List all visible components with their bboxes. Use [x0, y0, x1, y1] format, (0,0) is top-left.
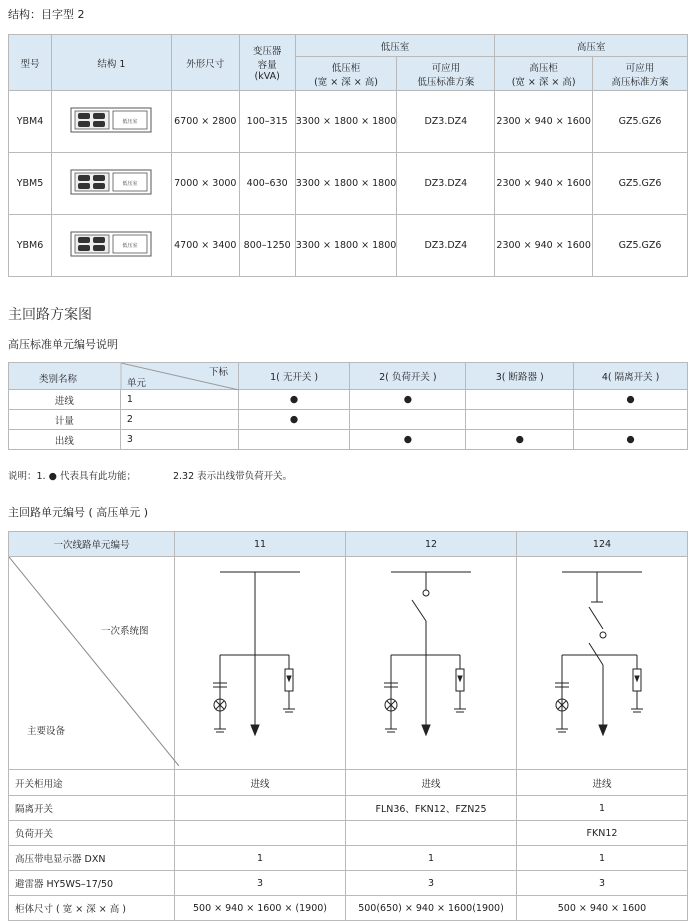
table-row — [9, 410, 688, 430]
system-diagram-12 — [346, 557, 517, 770]
diagram-corner — [9, 557, 175, 770]
low-scheme-cell: DZ3.DZ4 — [397, 91, 495, 153]
circuit-diagram — [175, 557, 345, 766]
size-cell: 4700 × 3400 — [171, 215, 239, 277]
header-low-cabinet-l2: (宽 × 深 × 高) — [314, 76, 378, 88]
category-name: 进线 — [9, 390, 121, 410]
diagram-row — [9, 557, 688, 770]
col-header: 3( 断路器 ) — [466, 363, 574, 390]
structure-title: 结构：目字型 2 — [8, 8, 85, 21]
capacity-cell: 100–315 — [239, 91, 295, 153]
header-low-scheme-l2: 低压标准方案 — [417, 76, 475, 88]
header-transformer-line2: 容量 — [257, 60, 277, 71]
structure-diagram-cell — [51, 153, 171, 215]
equipment-value: 500 × 940 × 1600 — [517, 896, 688, 921]
table-row — [9, 896, 688, 921]
system-diagram-11 — [175, 557, 346, 770]
header-high-scheme-l2: 高压标准方案 — [611, 76, 669, 88]
table-row — [9, 91, 688, 153]
header-low-room: 低压室 — [295, 35, 495, 57]
equipment-name: 隔离开关 — [9, 796, 175, 821]
hv-unit-table — [8, 531, 688, 921]
low-scheme-cell: DZ3.DZ4 — [397, 215, 495, 277]
equipment-value: 进线 — [346, 770, 517, 796]
table-row — [9, 796, 688, 821]
equipment-value: 进线 — [175, 770, 346, 796]
unit-label: 低压室 — [122, 243, 138, 249]
table-row — [9, 215, 688, 277]
mark-cell — [466, 390, 574, 410]
model-cell: YBM6 — [9, 215, 52, 277]
mark-cell: ● — [238, 390, 350, 410]
header-high-room: 高压室 — [495, 35, 688, 57]
note-prefix: 说明：1. — [8, 471, 46, 482]
header-low-scheme-l1: 可应用 — [431, 62, 461, 74]
unit-number: 1 — [120, 390, 238, 410]
mark-cell — [238, 430, 350, 450]
corner-header — [9, 363, 239, 390]
mark-cell: ● — [574, 430, 688, 450]
equipment-value — [175, 796, 346, 821]
model-table — [8, 34, 688, 277]
high-scheme-cell: GZ5.GZ6 — [593, 215, 688, 277]
mark-cell — [466, 410, 574, 430]
low-cabinet-cell: 3300 × 1800 × 1800 — [295, 153, 397, 215]
equipment-value: FLN36、FKN12、FZN25 — [346, 796, 517, 821]
unit-number: 2 — [120, 410, 238, 430]
corner-top-label: 下标 — [209, 367, 229, 378]
unit-layout-diagram — [69, 167, 153, 197]
equipment-value: 3 — [346, 871, 517, 896]
high-cabinet-cell: 2300 × 940 × 1600 — [495, 91, 593, 153]
col-header: 1( 无开关 ) — [238, 363, 350, 390]
capacity-cell: 800–1250 — [239, 215, 295, 277]
high-cabinet-cell: 2300 × 940 × 1600 — [495, 153, 593, 215]
table-row — [9, 153, 688, 215]
unit-layout-diagram — [69, 105, 153, 135]
mark-cell: ● — [574, 390, 688, 410]
header-model: 型号 — [9, 35, 52, 91]
unit-code-header: 一次线路单元编号 — [9, 532, 175, 557]
model-cell: YBM5 — [9, 153, 52, 215]
header-high-cabinet-l2: (宽 × 深 × 高) — [511, 76, 576, 88]
equipment-name: 高压带电显示器 DXN — [9, 846, 175, 871]
header-high-cabinet-l1: 高压柜 — [529, 62, 558, 74]
model-cell: YBM4 — [9, 91, 52, 153]
high-cabinet-cell: 2300 × 940 × 1600 — [495, 215, 593, 277]
equipment-name: 避雷器 HY5WS–17/50 — [9, 871, 175, 896]
mark-cell — [574, 410, 688, 430]
equipment-value: 500 × 940 × 1600 × (1900) — [175, 896, 346, 921]
equipment-value: 3 — [517, 871, 688, 896]
equipment-value — [175, 821, 346, 846]
equipment-value: 1 — [517, 796, 688, 821]
corner-left-label: 类别名称 — [39, 374, 78, 385]
header-high-cabinet — [495, 57, 593, 91]
low-scheme-cell: DZ3.DZ4 — [397, 153, 495, 215]
note-part2: 2.32 表示出线带负荷开关。 — [172, 471, 293, 482]
table-row — [9, 430, 688, 450]
table-row — [9, 821, 688, 846]
mark-cell: ● — [350, 390, 466, 410]
col-header: 4( 隔离开关 ) — [574, 363, 688, 390]
header-low-scheme — [397, 57, 495, 91]
equipment-value: 1 — [175, 846, 346, 871]
header-low-cabinet-l1: 低压柜 — [331, 62, 361, 74]
equipment-value: 1 — [346, 846, 517, 871]
equipment-name: 负荷开关 — [9, 821, 175, 846]
equipment-value: 500(650) × 940 × 1600(1900) — [346, 896, 517, 921]
table-row — [9, 770, 688, 796]
equipment-value: 1 — [517, 846, 688, 871]
mark-cell: ● — [238, 410, 350, 430]
header-transformer-line3: (kVA) — [254, 71, 280, 82]
capacity-cell: 400–630 — [239, 153, 295, 215]
unit-code: 124 — [517, 532, 688, 557]
corner-mid-label: 单元 — [127, 378, 147, 389]
equipment-name: 开关柜用途 — [9, 770, 175, 796]
diagram-label: 一次系统图 — [101, 626, 149, 637]
unit-number: 3 — [120, 430, 238, 450]
category-name: 出线 — [9, 430, 121, 450]
unit-label: 低压室 — [122, 119, 138, 125]
mark-cell — [350, 410, 466, 430]
low-cabinet-cell: 3300 × 1800 × 1800 — [295, 91, 397, 153]
equipment-value: FKN12 — [517, 821, 688, 846]
high-scheme-cell: GZ5.GZ6 — [593, 91, 688, 153]
unit-label: 低压室 — [122, 181, 138, 187]
size-cell: 6700 × 2800 — [171, 91, 239, 153]
equipment-name: 柜体尺寸 ( 宽 × 深 × 高 ) — [9, 896, 175, 921]
col-header: 2( 负荷开关 ) — [350, 363, 466, 390]
equipment-value: 3 — [175, 871, 346, 896]
equipment-value — [346, 821, 517, 846]
main-circuit-title: 主回路方案图 — [8, 307, 92, 323]
high-scheme-cell: GZ5.GZ6 — [593, 153, 688, 215]
mark-cell: ● — [350, 430, 466, 450]
category-name: 计量 — [9, 410, 121, 430]
note-part1: 代表具有此功能； — [59, 471, 136, 482]
structure-diagram-cell — [51, 215, 171, 277]
header-size: 外形尺寸 — [171, 35, 239, 91]
unit-code: 11 — [175, 532, 346, 557]
size-cell: 7000 × 3000 — [171, 153, 239, 215]
table-row — [9, 871, 688, 896]
header-low-cabinet — [295, 57, 397, 91]
hv-unit-title: 主回路单元编号 ( 高压单元 ) — [8, 506, 149, 519]
header-high-scheme-l1: 可应用 — [625, 62, 655, 74]
hv-code-title: 高压标准单元编号说明 — [8, 338, 118, 351]
table-row — [9, 846, 688, 871]
hv-code-table — [8, 362, 688, 450]
circuit-diagram — [346, 557, 516, 766]
note-dot: ● — [48, 471, 57, 482]
unit-code: 12 — [346, 532, 517, 557]
unit-layout-diagram — [69, 229, 153, 259]
header-transformer-line1: 变压器 — [252, 46, 282, 57]
header-structure: 结构 1 — [51, 35, 171, 91]
equipment-value: 进线 — [517, 770, 688, 796]
note — [8, 468, 292, 482]
table-row — [9, 390, 688, 410]
equipment-label: 主要设备 — [27, 726, 66, 737]
structure-diagram-cell — [51, 91, 171, 153]
mark-cell: ● — [466, 430, 574, 450]
header-transformer — [239, 35, 295, 91]
circuit-diagram — [517, 557, 687, 766]
system-diagram-124 — [517, 557, 688, 770]
low-cabinet-cell: 3300 × 1800 × 1800 — [295, 215, 397, 277]
header-high-scheme — [593, 57, 688, 91]
